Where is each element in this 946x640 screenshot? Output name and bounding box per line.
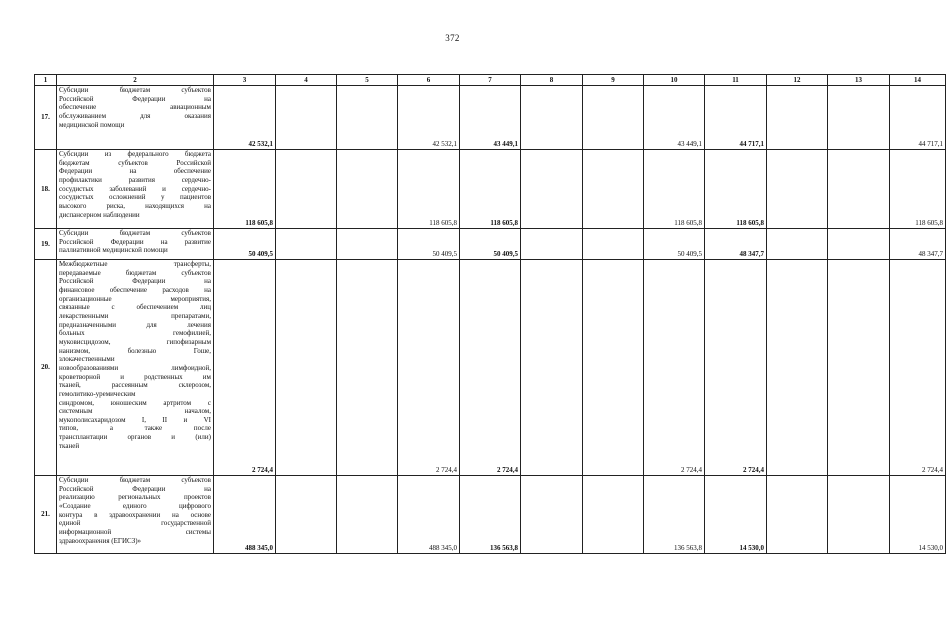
value-cell-col-4 [276,229,337,260]
description-line: финансовое обеспечение расходов на [59,285,211,294]
description-line: синдромом, юношеским артритом с [59,398,211,407]
value-cell-col-5 [337,476,398,554]
description-line: Российской Федерации на развитие [59,237,211,246]
value-cell-col-3: 488 345,0 [214,476,276,554]
row-description [57,150,214,229]
value-cell-col-10: 2 724,4 [644,260,705,476]
description-line: контура в здравоохранении на основе [59,510,211,519]
value-cell-col-12 [767,260,828,476]
value-cell-col-7: 118 605,8 [460,150,521,229]
description-line: бюджетам субъектов Российской [59,158,211,167]
value-cell-col-14: 118 605,8 [890,150,946,229]
column-header: 1 [35,75,57,86]
value-cell-col-14: 2 724,4 [890,260,946,476]
table-row [35,260,946,476]
description-line: медицинской помощи [59,120,125,129]
table-row [35,86,946,150]
value-cell-col-10: 50 409,5 [644,229,705,260]
value-cell-col-5 [337,86,398,150]
value-cell-col-7: 50 409,5 [460,229,521,260]
description-line: Субсидии из федерального бюджета [59,150,211,158]
table-row [35,150,946,229]
value-cell-col-13 [828,86,890,150]
column-header: 7 [460,75,521,86]
value-cell-col-9 [583,229,644,260]
budget-table [34,74,946,554]
value-cell-col-6: 118 605,8 [398,150,460,229]
value-cell-col-12 [767,476,828,554]
column-header: 4 [276,75,337,86]
description-line: обеспечение авиационным [59,103,211,112]
value-cell-col-14: 48 347,7 [890,229,946,260]
value-cell-col-6: 50 409,5 [398,229,460,260]
description-line: единой государственной [59,519,211,528]
description-line: Российской Федерации на [59,277,211,286]
description-line: кроветворной и родственных им [59,372,211,381]
value-cell-col-7: 2 724,4 [460,260,521,476]
description-line: Межбюджетные трансферты, [59,260,211,268]
description-line: системным началом, [59,407,211,416]
value-cell-col-8 [521,86,583,150]
column-header: 3 [214,75,276,86]
column-header: 9 [583,75,644,86]
value-cell-col-4 [276,150,337,229]
description-line: нанизмом, болезнью Гоше, [59,346,211,355]
value-cell-col-14: 44 717,1 [890,86,946,150]
row-number: 19. [35,229,57,260]
value-cell-col-8 [521,229,583,260]
row-description [57,86,214,150]
value-cell-col-3: 2 724,4 [214,260,276,476]
value-cell-col-5 [337,150,398,229]
column-header: 14 [890,75,946,86]
column-header: 10 [644,75,705,86]
description-line: паллиативной медицинской помощи [59,246,168,255]
value-cell-col-3: 42 532,1 [214,86,276,150]
value-cell-col-3: 118 605,8 [214,150,276,229]
description-line: типов, а также после [59,424,211,433]
value-cell-col-9 [583,476,644,554]
column-header: 13 [828,75,890,86]
row-description [57,229,214,260]
description-line: «Создание единого цифрового [59,501,211,510]
value-cell-col-4 [276,86,337,150]
value-cell-col-12 [767,150,828,229]
description-line: реализацию региональных проектов [59,493,211,502]
description-line: трансплантации органов и (или) [59,433,211,442]
table-row [35,476,946,554]
value-cell-col-8 [521,476,583,554]
column-header: 11 [705,75,767,86]
value-cell-col-10: 118 605,8 [644,150,705,229]
value-cell-col-5 [337,229,398,260]
column-header: 5 [337,75,398,86]
description-line: здравоохранения (ЕГИСЗ)» [59,536,142,545]
row-number: 18. [35,150,57,229]
row-description [57,476,214,554]
value-cell-col-5 [337,260,398,476]
description-line: диспансерном наблюдении [59,210,140,219]
row-description [57,260,214,476]
value-cell-col-9 [583,86,644,150]
value-cell-col-12 [767,86,828,150]
description-line: Субсидии бюджетам субъектов [59,229,211,237]
value-cell-col-4 [276,476,337,554]
description-line: сосудистых осложнений у пациентов [59,193,211,202]
value-cell-col-6: 2 724,4 [398,260,460,476]
value-cell-col-7: 136 563,8 [460,476,521,554]
value-cell-col-11: 44 717,1 [705,86,767,150]
value-cell-col-13 [828,476,890,554]
description-line: передаваемые бюджетам субъектов [59,268,211,277]
table-row [35,229,946,260]
description-line: информационной системы [59,527,211,536]
description-line: Субсидии бюджетам субъектов [59,86,211,94]
description-line: высокого риска, находящихся на [59,201,211,210]
description-line: профилактики развития сердечно- [59,175,211,184]
description-line: тканей, рассеянным склерозом, [59,381,211,390]
description-line: связанные с обеспечением лиц [59,303,211,312]
column-header: 2 [57,75,214,86]
value-cell-col-9 [583,150,644,229]
value-cell-col-9 [583,260,644,476]
description-line: Российской Федерации на [59,484,211,493]
description-line: сосудистых заболеваний и сердечно- [59,184,211,193]
description-line: обслуживанием для оказания [59,111,211,120]
description-line: муковисцидозом, гипофизарным [59,337,211,346]
value-cell-col-10: 136 563,8 [644,476,705,554]
description-line: Субсидии бюджетам субъектов [59,476,211,484]
description-line: мукополисахаридозом I, II и VI [59,415,211,424]
value-cell-col-12 [767,229,828,260]
value-cell-col-8 [521,150,583,229]
value-cell-col-11: 2 724,4 [705,260,767,476]
value-cell-col-14: 14 530,0 [890,476,946,554]
description-line: гемолитико-уремическим [59,389,136,398]
row-number: 20. [35,260,57,476]
description-line: злокачественными [59,355,115,364]
value-cell-col-13 [828,150,890,229]
column-header: 8 [521,75,583,86]
description-line: Федерации на обеспечение [59,167,211,176]
column-header: 12 [767,75,828,86]
value-cell-col-11: 48 347,7 [705,229,767,260]
value-cell-col-8 [521,260,583,476]
value-cell-col-11: 118 605,8 [705,150,767,229]
page-number: 372 [445,33,460,43]
value-cell-col-6: 42 532,1 [398,86,460,150]
value-cell-col-13 [828,260,890,476]
description-line: новообразованиями лимфоидной, [59,363,211,372]
value-cell-col-10: 43 449,1 [644,86,705,150]
description-line: Российской Федерации на [59,94,211,103]
column-header: 6 [398,75,460,86]
description-line: больных гемофилией, [59,329,211,338]
row-number: 21. [35,476,57,554]
value-cell-col-11: 14 530,0 [705,476,767,554]
row-number: 17. [35,86,57,150]
value-cell-col-6: 488 345,0 [398,476,460,554]
description-line: предназначенными для лечения [59,320,211,329]
value-cell-col-13 [828,229,890,260]
description-line: лекарственными препаратами, [59,311,211,320]
value-cell-col-3: 50 409,5 [214,229,276,260]
value-cell-col-4 [276,260,337,476]
header-row [35,75,946,86]
description-line: тканей [59,441,80,450]
description-line: организационные мероприятия, [59,294,211,303]
value-cell-col-7: 43 449,1 [460,86,521,150]
